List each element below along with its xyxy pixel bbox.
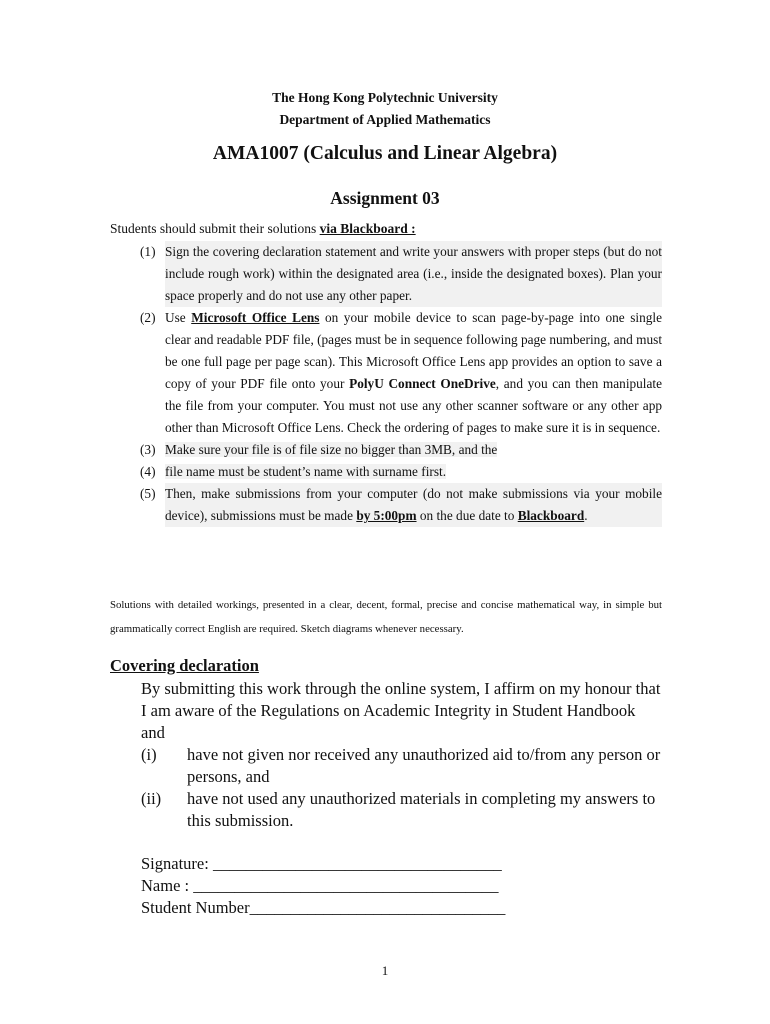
declaration-item: [141, 788, 661, 832]
intro-emphasis: via Blackboard :: [319, 221, 416, 236]
covering-declaration-body: [141, 678, 661, 832]
instruction-text-part: Then, make submissions from your computer (do not make submissions via your mobile device), submissions must be made: [165, 486, 662, 523]
page-number: 1: [381, 963, 389, 978]
onedrive-name: PolyU Connect OneDrive: [349, 376, 496, 391]
instruction-number: (5): [140, 486, 156, 501]
instruction-number: (2): [140, 310, 156, 325]
declaration-item-text: have not used any unauthorized materials in completing my answers to this submission.: [187, 789, 656, 830]
instruction-text: file name must be student’s name with surname first.: [165, 464, 447, 479]
submission-intro: [110, 221, 416, 237]
instruction-text-part: , and you can then manipulate the file from your computer. You must not use any other scanner software or any other app other than Microsoft Office Lens. Check the ordering of pages to make sure it is in sequence.: [165, 376, 663, 435]
instruction-number: (3): [140, 442, 156, 457]
instruction-text-part: .: [584, 508, 588, 523]
instruction-list: [140, 241, 662, 527]
instruction-item: [140, 439, 662, 461]
instruction-text-part: Use: [165, 310, 192, 325]
instruction-item: [140, 483, 662, 527]
name-line: Name : _____________________________________: [141, 876, 499, 895]
instruction-item: [140, 461, 662, 483]
signature-block: [141, 853, 505, 919]
instruction-text-part: on the due date to: [416, 508, 518, 523]
instruction-text: [165, 483, 662, 527]
deadline-time: by 5:00pm: [356, 508, 417, 523]
instruction-text-part: on your mobile device to scan page-by-page into one single clear and readable PDF file, (pages must be in sequence following page numbering, and must be one full page per page scan). This Microsoft Office Lens app provides an option to save a copy of your PDF file onto your: [165, 310, 663, 391]
instruction-number: (4): [140, 464, 156, 479]
declaration-item: [141, 744, 661, 788]
assignment-title: Assignment 03: [330, 188, 440, 208]
blackboard-name: Blackboard: [517, 508, 585, 523]
instruction-text: Sign the covering declaration statement and write your answers with proper steps (but do not include rough work) within the designated area (i.e., inside the designated boxes). Plan your space properly and do not use any other paper.: [165, 241, 662, 307]
department-name: Department of Applied Mathematics: [279, 112, 491, 127]
instruction-text: Make sure your file is of file size no bigger than 3MB, and the: [165, 442, 498, 457]
instruction-text: [165, 307, 662, 439]
student-number-line: Student Number_______________________________: [141, 898, 506, 917]
intro-text: Students should submit their solutions: [110, 221, 320, 236]
declaration-item-number: (i): [141, 745, 157, 764]
signature-line: Signature: ___________________________________: [141, 854, 502, 873]
covering-declaration-heading: Covering declaration: [110, 656, 259, 675]
instruction-number: (1): [140, 244, 156, 259]
declaration-item-number: (ii): [141, 789, 162, 808]
instruction-item: [140, 241, 662, 307]
instruction-item: [140, 307, 662, 439]
office-lens-name: Microsoft Office Lens: [191, 310, 320, 325]
course-title: AMA1007 (Calculus and Linear Algebra): [212, 143, 558, 164]
requirements-note: Solutions with detailed workings, presented in a clear, decent, formal, precise and concise mathematical way, in simple but grammatically correct English are required. Sketch diagrams whenever necessary.: [110, 599, 662, 635]
declaration-intro: By submitting this work through the online system, I affirm on my honour that I am aware of the Regulations on Academic Integrity in Student Handbook and: [141, 679, 661, 742]
declaration-item-text: have not given nor received any unauthorized aid to/from any person or persons, and: [187, 745, 661, 786]
university-name: The Hong Kong Polytechnic University: [272, 90, 498, 105]
